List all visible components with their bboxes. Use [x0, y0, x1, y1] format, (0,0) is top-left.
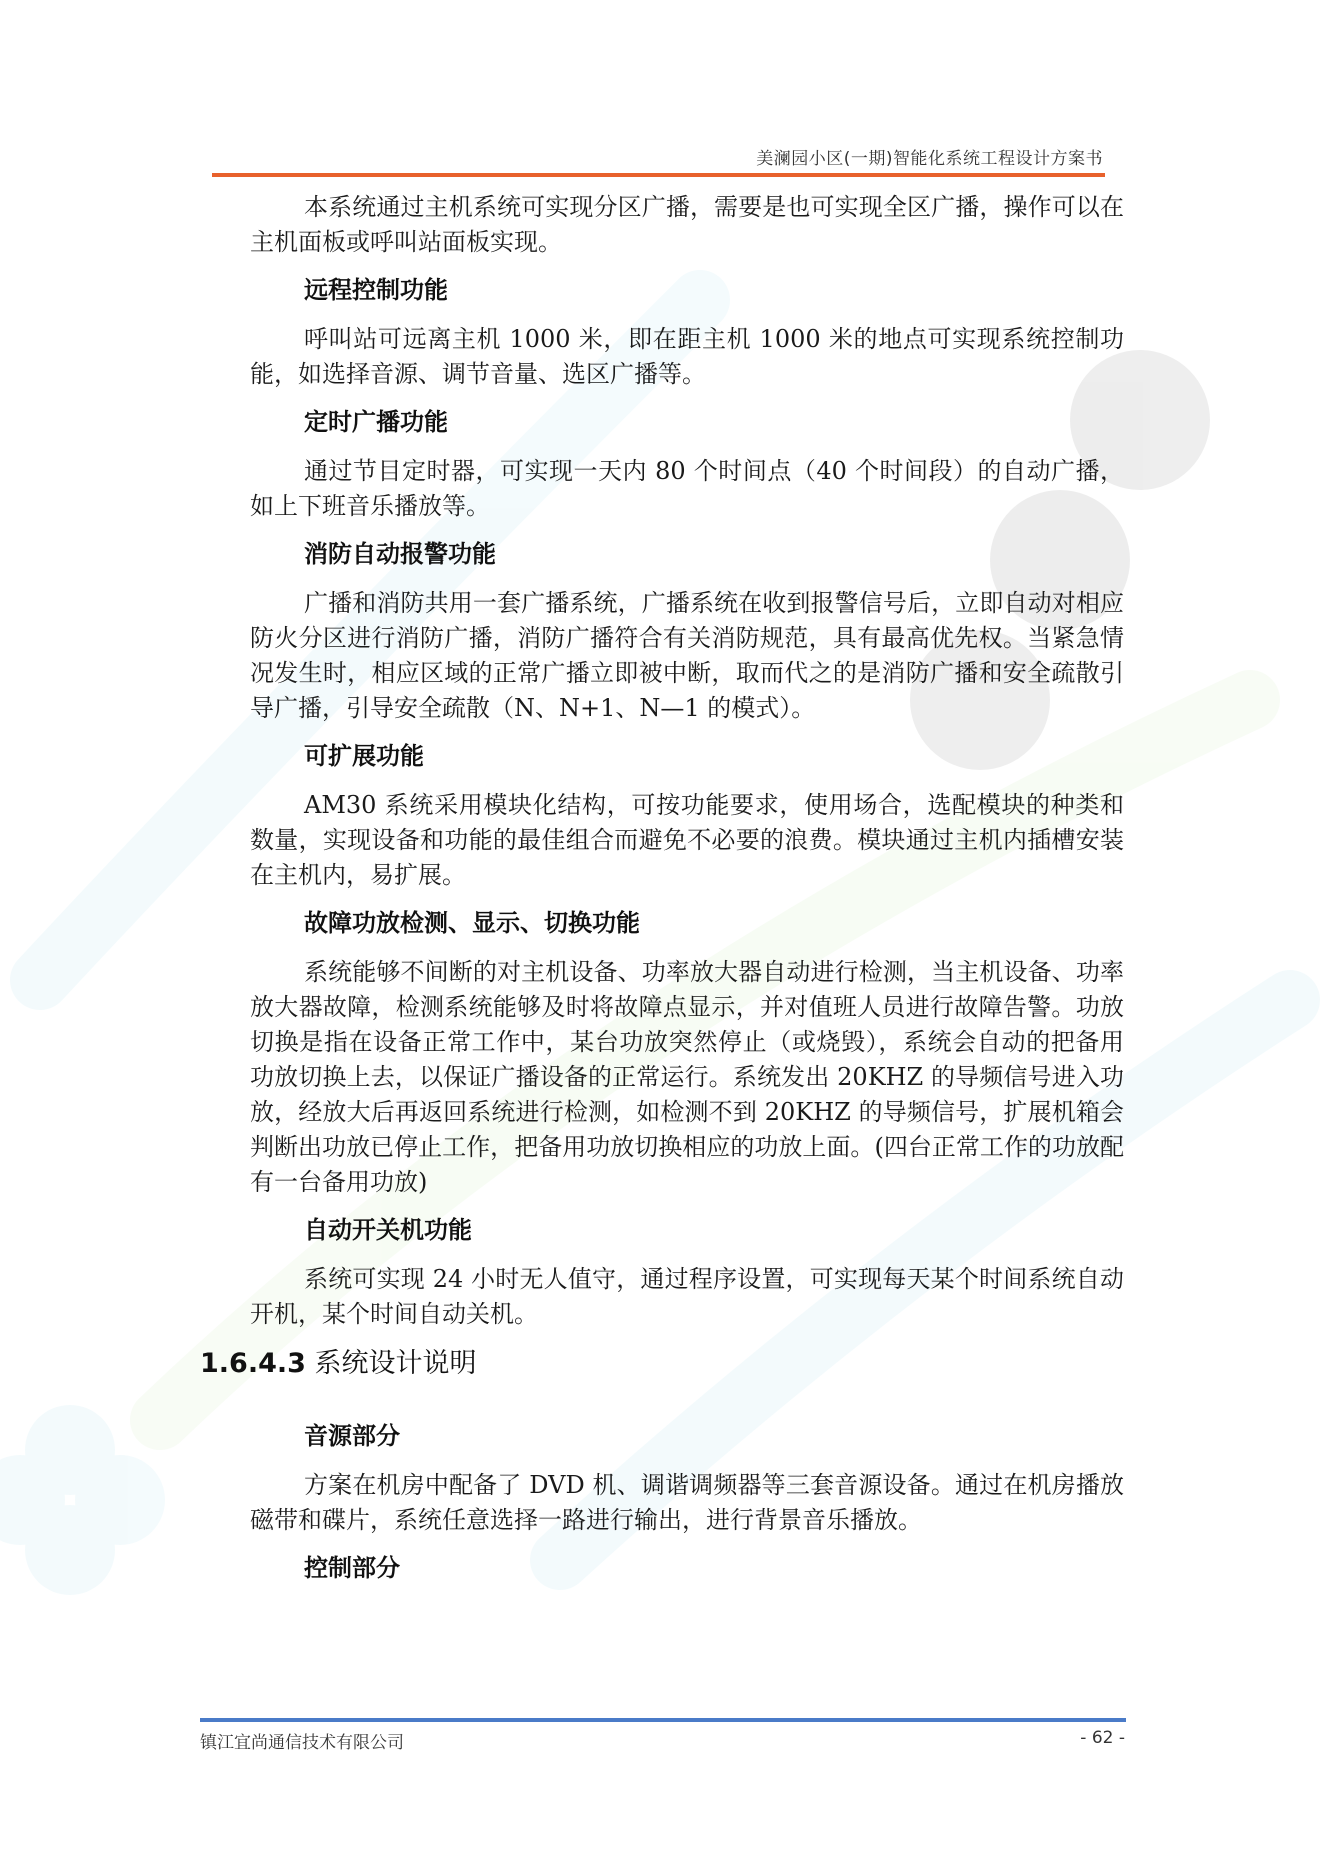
paragraph: 广播和消防共用一套广播系统，广播系统在收到报警信号后，立即自动对相应防火分区进行消防广播，消防广播符合有关消防规范，具有最高优先权。当紧急情况发生时，相应区域的正常广播立即被中断，取而代之的是消防广播和安全疏散引导广播，引导安全疏散（N、N+1、N—1 的模式）。: [250, 589, 1124, 722]
header-rule: [212, 173, 1105, 177]
section-heading: [200, 1346, 1124, 1382]
subheading: 可扩展功能: [304, 742, 424, 770]
paragraph: 通过节目定时器，可实现一天内 80 个时间点（40 个时间段）的自动广播，如上下班音乐播放等。: [250, 457, 1124, 520]
paragraph: 本系统通过主机系统可实现分区广播，需要是也可实现全区广播，操作可以在主机面板或呼叫站面板实现。: [250, 193, 1124, 256]
paragraph: AM30 系统采用模块化结构，可按功能要求，使用场合，选配模块的种类和数量，实现设备和功能的最佳组合而避免不必要的浪费。模块通过主机内插槽安装在主机内，易扩展。: [250, 791, 1124, 889]
paragraph: 系统可实现 24 小时无人值守，通过程序设置，可实现每天某个时间系统自动开机，某个时间自动关机。: [250, 1265, 1124, 1328]
section-title: 系统设计说明: [314, 1348, 477, 1379]
subheading: 远程控制功能: [304, 276, 448, 304]
subheading: 自动开关机功能: [304, 1216, 472, 1244]
subheading: 定时广播功能: [304, 408, 448, 436]
paragraph: 方案在机房中配备了 DVD 机、调谐调频器等三套音源设备。通过在机房播放磁带和碟片，系统任意选择一路进行输出，进行背景音乐播放。: [250, 1471, 1124, 1534]
page-content: [200, 190, 1124, 1600]
subheading: 消防自动报警功能: [304, 540, 496, 568]
paragraph: 呼叫站可远离主机 1000 米，即在距主机 1000 米的地点可实现系统控制功能，如选择音源、调节音量、选区广播等。: [250, 325, 1124, 388]
subheading: 音源部分: [304, 1422, 400, 1450]
subheading: 控制部分: [304, 1554, 400, 1582]
footer-rule: [200, 1718, 1126, 1722]
subheading: 故障功放检测、显示、切换功能: [304, 909, 640, 937]
footer-company: 镇江宜尚通信技术有限公司: [200, 1733, 404, 1753]
header-title: 美澜园小区(一期)智能化系统工程设计方案书: [756, 149, 1103, 169]
paragraph: 系统能够不间断的对主机设备、功率放大器自动进行检测，当主机设备、功率放大器故障，检测系统能够及时将故障点显示，并对值班人员进行故障告警。功放切换是指在设备正常工作中，某台功放突然停止（或烧毁），系统会自动的把备用功放切换上去，以保证广播设备的正常运行。系统发出 20KHZ 的导频信号进入功放，经放大后再返回系统进行检测，如检测不到 20KHZ 的导频信号，扩展机箱会判断出功放已停止工作，把备用功放切换相应的功放上面。(四台正常工作的功放配有一台备用功放): [250, 958, 1124, 1196]
page-number: - 62 -: [1080, 1728, 1125, 1748]
section-number: 1.6.4.3: [200, 1348, 306, 1379]
